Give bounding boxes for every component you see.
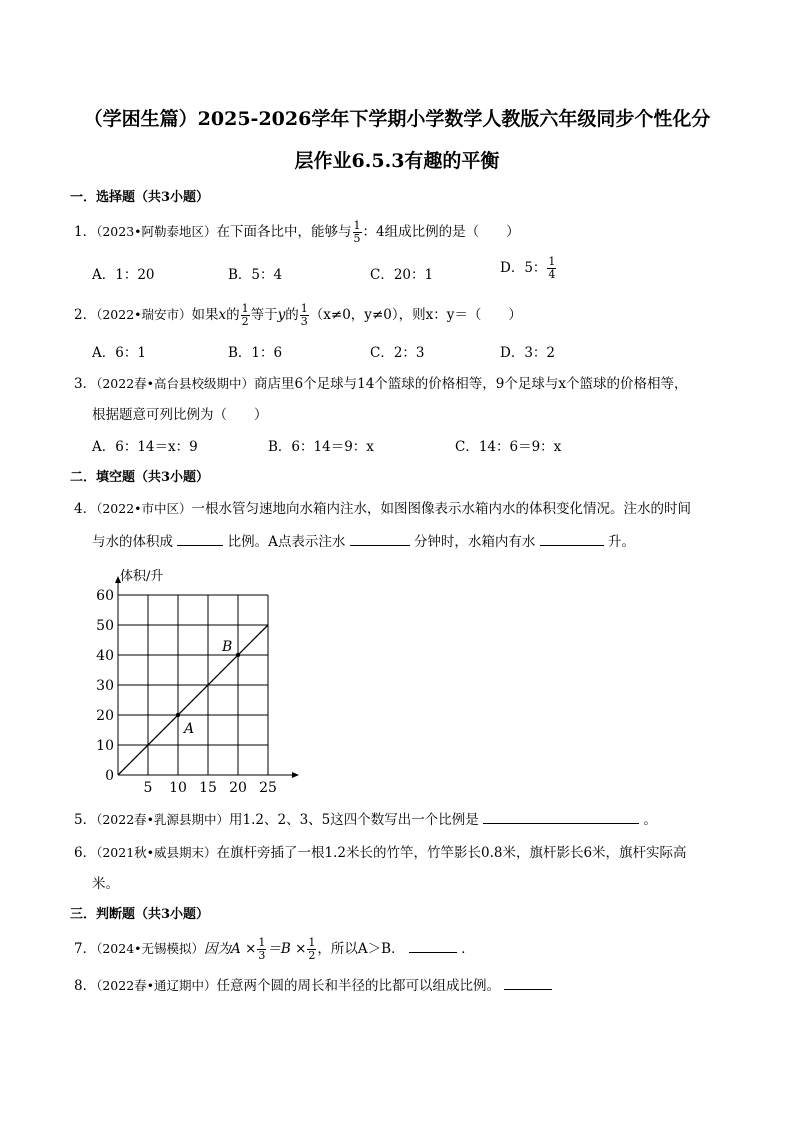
question-3: 3．（2022春•高台县校级期中）商店里6个足球与14个篮球的价格相等，9个足球与x个篮球的价格相等，: [74, 376, 688, 392]
question-6: 6．（2021秋•威县期末）在旗杆旁插了一根1.2米长的竹竿，竹竿影长0.8米，旗杆影长6米，旗杆实际高: [74, 845, 687, 861]
x-tick-label: 20: [229, 780, 247, 796]
section-choice-heading: 一．选择题（共3小题）: [70, 190, 210, 205]
section-judge-heading: 三．判断题（共3小题）: [70, 907, 210, 922]
point-b: [236, 653, 240, 657]
doc-title-line2: 层作业6.5.3有趣的平衡: [294, 150, 500, 172]
question-2: 2．（2022•瑞安市）如果x的 $\frac{1}{2}$ 等于y的 $\frac{1}{3}$ （x≠0，y≠0），则x：y＝（ ）: [74, 302, 522, 328]
series-line: [118, 625, 268, 775]
option-a[interactable]: A．1：20: [92, 267, 155, 283]
y-tick-label: 30: [96, 678, 114, 694]
fraction: $\frac{1}{4}$: [548, 255, 556, 281]
option-a[interactable]: A．6：1: [92, 345, 146, 361]
y-tick-label: 0: [105, 768, 114, 784]
answer-blank[interactable]: [540, 533, 604, 546]
option-d[interactable]: D．5： $\frac{1}{4}$: [500, 255, 556, 281]
y-tick-label: 40: [96, 648, 114, 664]
point-label-a: A: [184, 721, 195, 737]
x-tick-label: 15: [199, 780, 217, 796]
question-7: 7．（2024•无锡模拟）因为A × $\frac{1}{3}$ ＝B × $\frac{1}{2}$ ，所以A＞B． ．: [74, 936, 475, 962]
answer-blank[interactable]: [350, 533, 410, 546]
y-tick-label: 60: [96, 588, 114, 604]
fraction: $\frac{1}{5}$: [353, 219, 361, 245]
fraction: $\frac{1}{3}$: [258, 936, 266, 962]
x-tick-label: 5: [143, 780, 153, 796]
answer-blank[interactable]: [504, 977, 552, 990]
point-label-b: B: [222, 639, 233, 655]
answer-blank[interactable]: [409, 940, 457, 953]
question-8: 8．（2022春•通辽期中）任意两个圆的周长和半径的比都可以组成比例。: [74, 974, 552, 994]
fraction: $\frac{1}{2}$: [241, 302, 249, 328]
answer-blank[interactable]: [483, 811, 639, 824]
y-axis-label: 体积/升: [120, 569, 164, 584]
section-fill-heading: 二．填空题（共3小题）: [70, 470, 210, 485]
question-4-line2: 与水的体积成 比例。A点表示注水 分钟时，水箱内有水 升。: [92, 534, 636, 550]
x-tick-label: 10: [169, 780, 187, 796]
volume-time-chart: [96, 560, 316, 800]
x-tick-label: 25: [259, 780, 277, 796]
option-a[interactable]: A．6：14＝x：9: [92, 439, 198, 455]
question-3-line2: 根据题意可列比例为（ ）: [92, 407, 268, 423]
doc-title-line1: （学困生篇）2025-2026学年下学期小学数学人教版六年级同步个性化分: [83, 108, 711, 130]
y-tick-label: 10: [96, 738, 114, 754]
y-tick-label: 20: [96, 708, 114, 724]
option-c[interactable]: C．14：6＝9：x: [455, 439, 562, 455]
option-d[interactable]: D．3：2: [500, 345, 556, 361]
fraction: $\frac{1}{2}$: [308, 936, 316, 962]
question-6-line2: 米。: [92, 876, 119, 892]
question-1: 1．（2023•阿勒泰地区）在下面各比中，能够与 $\frac{1}{5}$ ：4组成比例的是（ ）: [74, 219, 520, 245]
option-b[interactable]: B．5：4: [228, 267, 283, 283]
answer-blank[interactable]: [177, 533, 223, 546]
option-c[interactable]: C．20：1: [370, 267, 434, 283]
x-axis-arrow: [292, 772, 299, 778]
y-tick-label: 50: [96, 618, 114, 634]
point-a: [176, 713, 180, 717]
question-5: 5．（2022春•乳源县期中）用1.2、2、3、5这四个数写出一个比例是 。: [74, 812, 657, 828]
fraction: $\frac{1}{3}$: [300, 302, 308, 328]
question-4: 4．（2022•市中区）一根水管匀速地向水箱内注水，如图图像表示水箱内水的体积变化情况。注水的时间: [74, 501, 692, 517]
option-c[interactable]: C．2：3: [370, 345, 425, 361]
option-b[interactable]: B．6：14＝9：x: [268, 439, 374, 455]
option-b[interactable]: B．1：6: [228, 345, 283, 361]
